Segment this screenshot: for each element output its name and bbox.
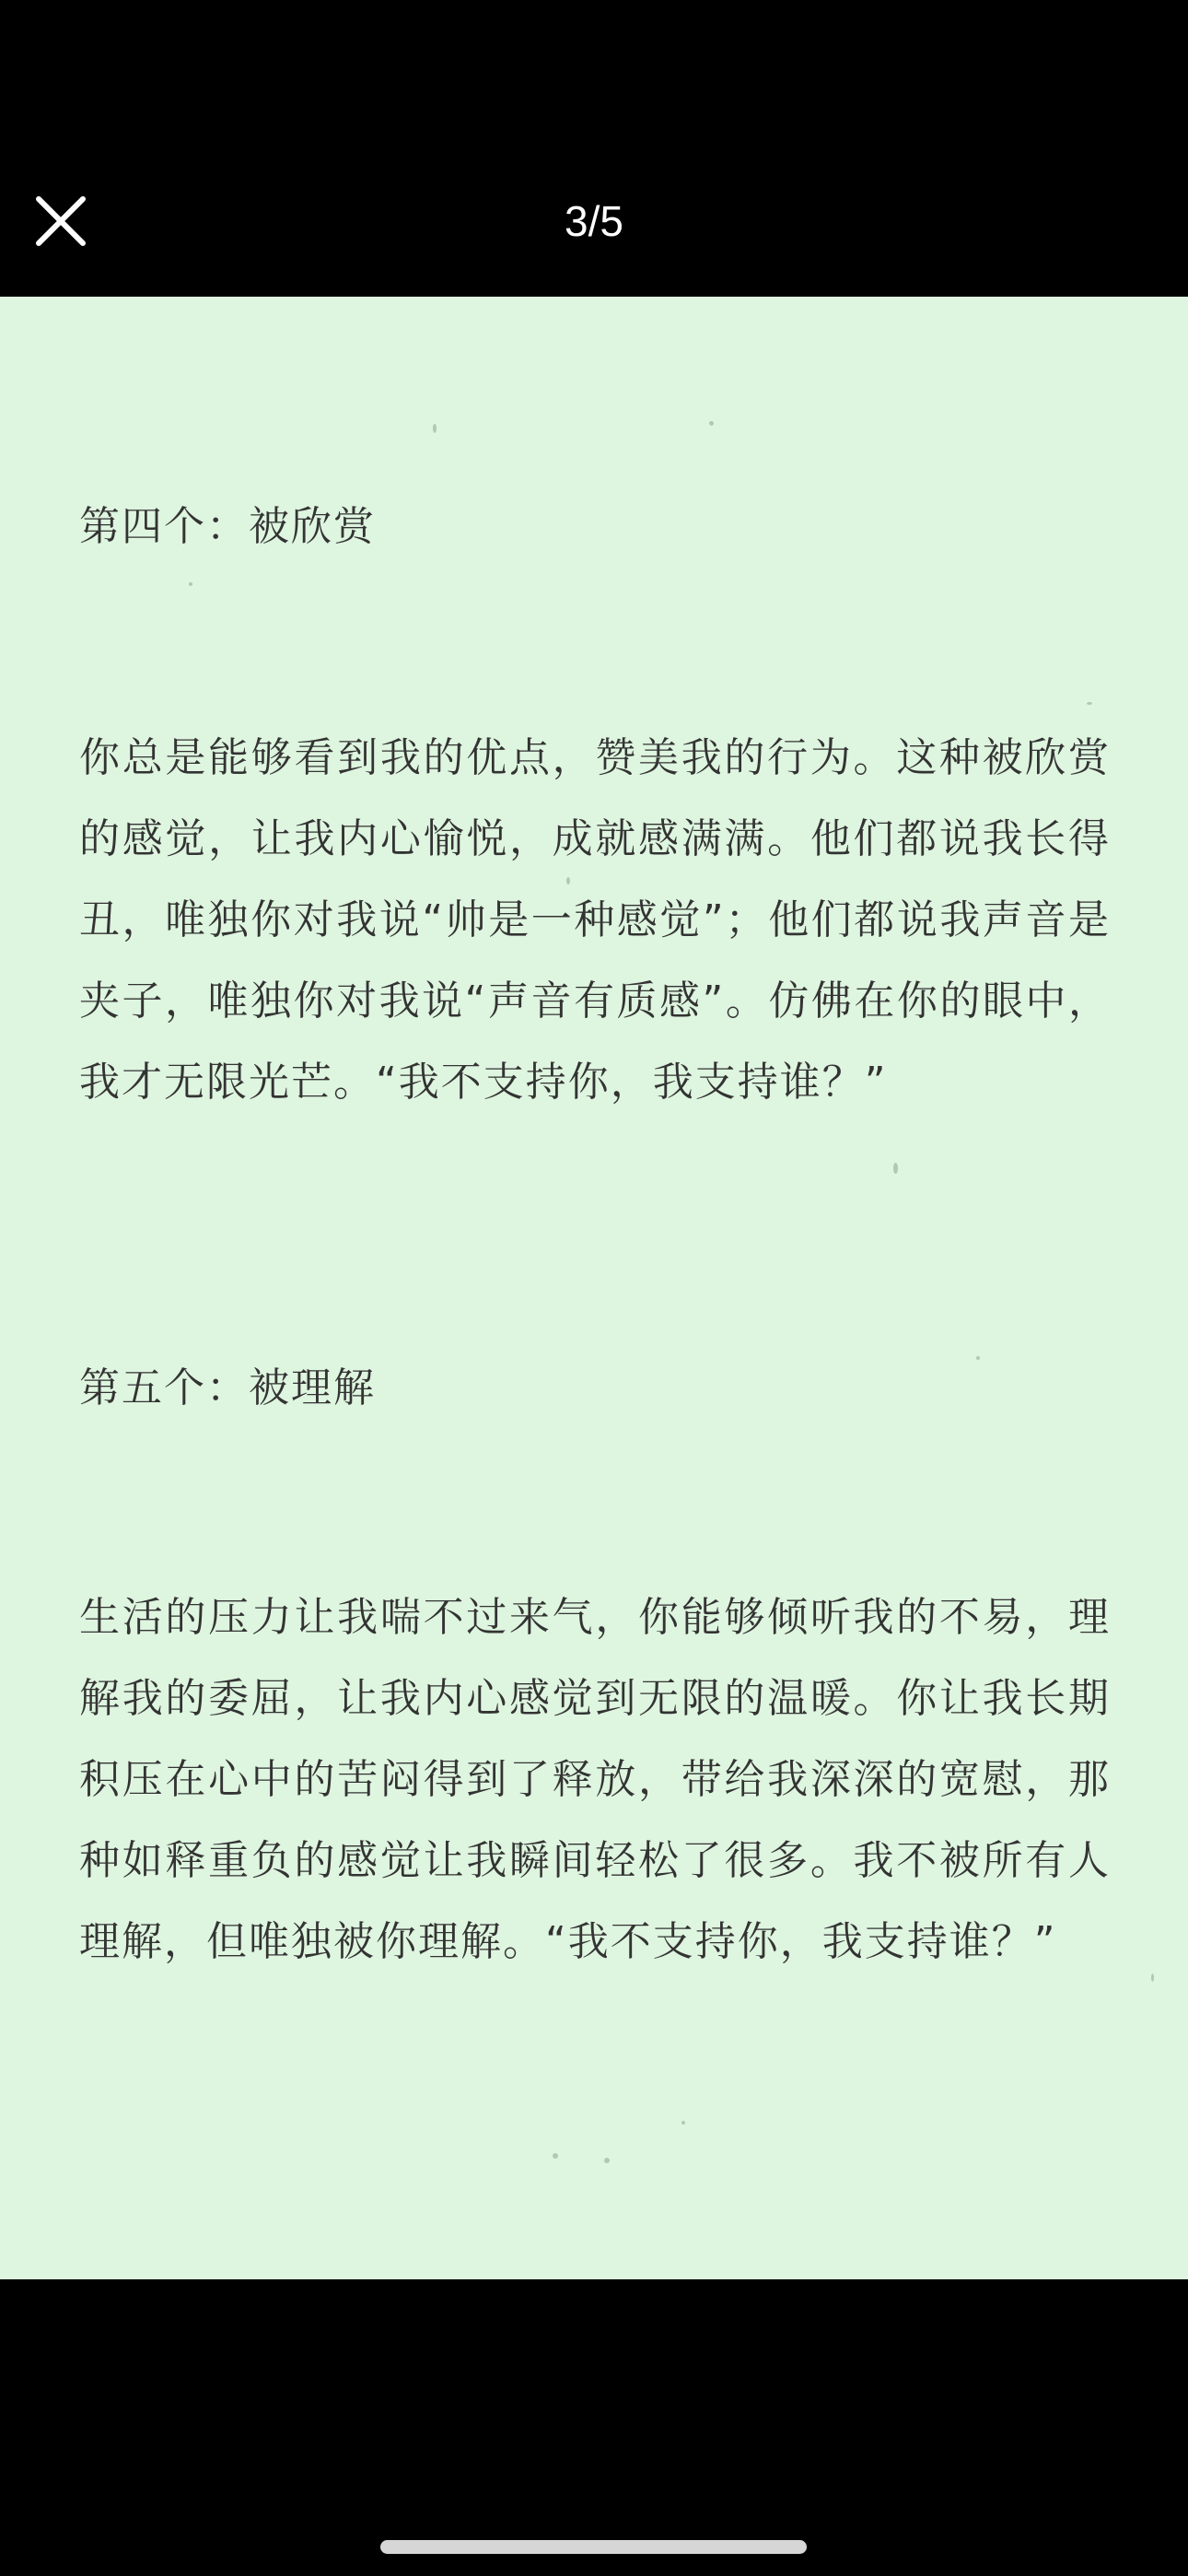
home-indicator[interactable] xyxy=(380,2540,807,2554)
article-image xyxy=(0,297,1188,2279)
page-indicator: 3/5 xyxy=(565,197,623,245)
section-heading-4: 第四个：被欣赏 xyxy=(79,503,376,550)
top-bar xyxy=(0,0,1188,297)
section-paragraph-5: 生活的压力让我喘不过来气，你能够倾听我的不易，理解我的委屈，让我内心感觉到无限的温暖。你让我长期积压在心中的苦闷得到了释放，带给我深深的宽慰，那种如释重负的感觉让我瞬间轻松了很多。我不被所有人理解，但唯独被你理解。“我不支持你，我支持谁？” xyxy=(79,1594,1111,1965)
section-paragraph-4: 你总是能够看到我的优点，赞美我的行为。这种被欣赏的感觉，让我内心愉悦，成就感满满。他们都说我长得丑，唯独你对我说“帅是一种感觉”；他们都说我声音是夹子，唯独你对我说“声音有质感”。仿佛在你的眼中，我才无限光芒。“我不支持你，我支持谁？” xyxy=(79,734,1111,1106)
bottom-area xyxy=(0,2279,1188,2576)
section-heading-5: 第五个：被理解 xyxy=(79,1364,376,1411)
